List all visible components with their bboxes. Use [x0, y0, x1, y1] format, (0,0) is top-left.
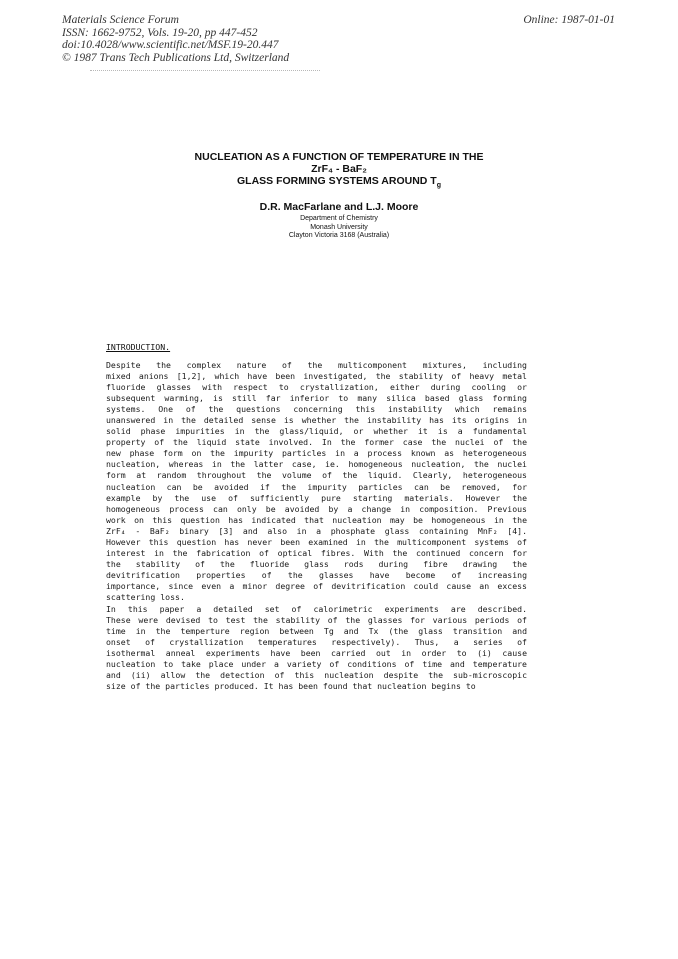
text-line: form at random throughout the volume of the liquid. Clearly, heterogeneous	[106, 470, 527, 481]
scan-artifact-line	[90, 70, 320, 71]
author-names: D.R. MacFarlane and L.J. Moore	[259, 201, 419, 213]
text-line: size of the particles produced. It has been found that nucleation begins to	[106, 681, 476, 692]
paragraph-1	[106, 360, 527, 603]
doi-line[interactable]: doi:10.4028/www.scientific.net/MSF.19-20.447	[62, 39, 279, 51]
text-line: nucleation can be avoided if the impurity particles can be removed, for	[106, 481, 527, 492]
title-line-3	[0, 175, 678, 192]
affiliation-line: Monash University	[310, 223, 368, 231]
text-line: nucleation, whereas in the latter case, ie. homogeneous nucleation, the nuclei	[106, 459, 527, 470]
journal-name: Materials Science Forum	[62, 14, 179, 26]
affiliation-line: Department of Chemistry	[300, 215, 378, 222]
journal-header	[62, 14, 289, 64]
text-line: the stability of the fluoride glass rods during fibre drawing the	[106, 558, 527, 569]
text-line: Despite the complex nature of the multicomponent mixtures, including	[106, 360, 527, 370]
affiliation-line: Clayton Victoria 3168 (Australia)	[288, 232, 390, 239]
text-line: devitrification properties of the glasses have become of increasing	[106, 569, 527, 580]
copyright-line: © 1987 Trans Tech Publications Ltd, Switzerland	[62, 51, 290, 64]
text-line: scattering loss.	[106, 591, 185, 602]
text-line: systems. One of the questions concerning this instability which remains	[106, 404, 527, 415]
text-line: These were devised to test the stability of the glasses for various periods of	[106, 615, 527, 626]
section-heading-introduction: INTRODUCTION.	[106, 342, 171, 352]
text-line: isothermal anneal experiments have been carried out in order to (i) cause	[106, 648, 527, 659]
text-line: In this paper a detailed set of calorimetric experiments are described.	[106, 604, 527, 614]
text-line: interest in the fabrication of optical fibres. With the continued concern for	[106, 547, 527, 558]
text-line: fluoride glasses with respect to crystallization, either during cooling or	[106, 382, 527, 393]
title-line-3-text: GLASS FORMING SYSTEMS AROUND T	[237, 175, 437, 187]
text-line: work on this question has indicated that nucleation may be homogeneous in the	[106, 514, 527, 525]
text-line: onset of crystallization temperatures respectively). Thus, a series of	[106, 637, 527, 648]
text-line: unanswered in the detailed sense is whether the instability has its origins in	[106, 415, 527, 426]
text-line: homogeneous process can only be avoided by a change in composition. Previous	[106, 503, 527, 514]
issn-line: ISSN: 1662-9752, Vols. 19-20, pp 447-452	[62, 26, 258, 39]
text-line: subsequent warming, is still far inferior to many silica based glass forming	[106, 393, 527, 404]
affiliation	[0, 215, 678, 241]
text-line: example by the use of sufficiently pure starting materials. However the	[106, 492, 527, 503]
text-line: nucleation to take place under a variety of conditions of time and temperature	[106, 659, 527, 670]
paragraph-2	[106, 604, 527, 692]
paper-title	[0, 151, 678, 192]
text-line: ZrF₄ - BaF₂ binary [3] and also in a phosphate glass containing MnF₂ [4].	[106, 525, 527, 536]
text-line: property of the liquid state involved. In the former case the nuclei of the	[106, 437, 527, 448]
text-line: and (ii) allow the detection of this nucleation despite the sub-microscopic	[106, 670, 527, 681]
text-line: solid phase impurities in the glass/liquid, or whether it is a fundamental	[106, 426, 527, 437]
text-line: mixed anions [1,2], which have been investigated, the stability of heavy metal	[106, 371, 527, 382]
online-date: Online: 1987-01-01	[523, 14, 615, 26]
text-line: new phase form on the impurity particles in a process known as heterogeneous	[106, 448, 527, 459]
text-line: However this question has never been examined in the multicomponent systems of	[106, 536, 527, 547]
title-line-1: NUCLEATION AS A FUNCTION OF TEMPERATURE IN THE	[194, 151, 484, 163]
text-line: time in the temperture region between Tg and Tx (the glass transition and	[106, 626, 527, 637]
title-line-2: ZrF₄ - BaF₂	[311, 163, 367, 175]
title-subscript-g: g	[436, 182, 441, 190]
text-line: importance, since even a minor degree of devitrification could cause an excess	[106, 580, 527, 591]
author-block	[0, 201, 678, 241]
